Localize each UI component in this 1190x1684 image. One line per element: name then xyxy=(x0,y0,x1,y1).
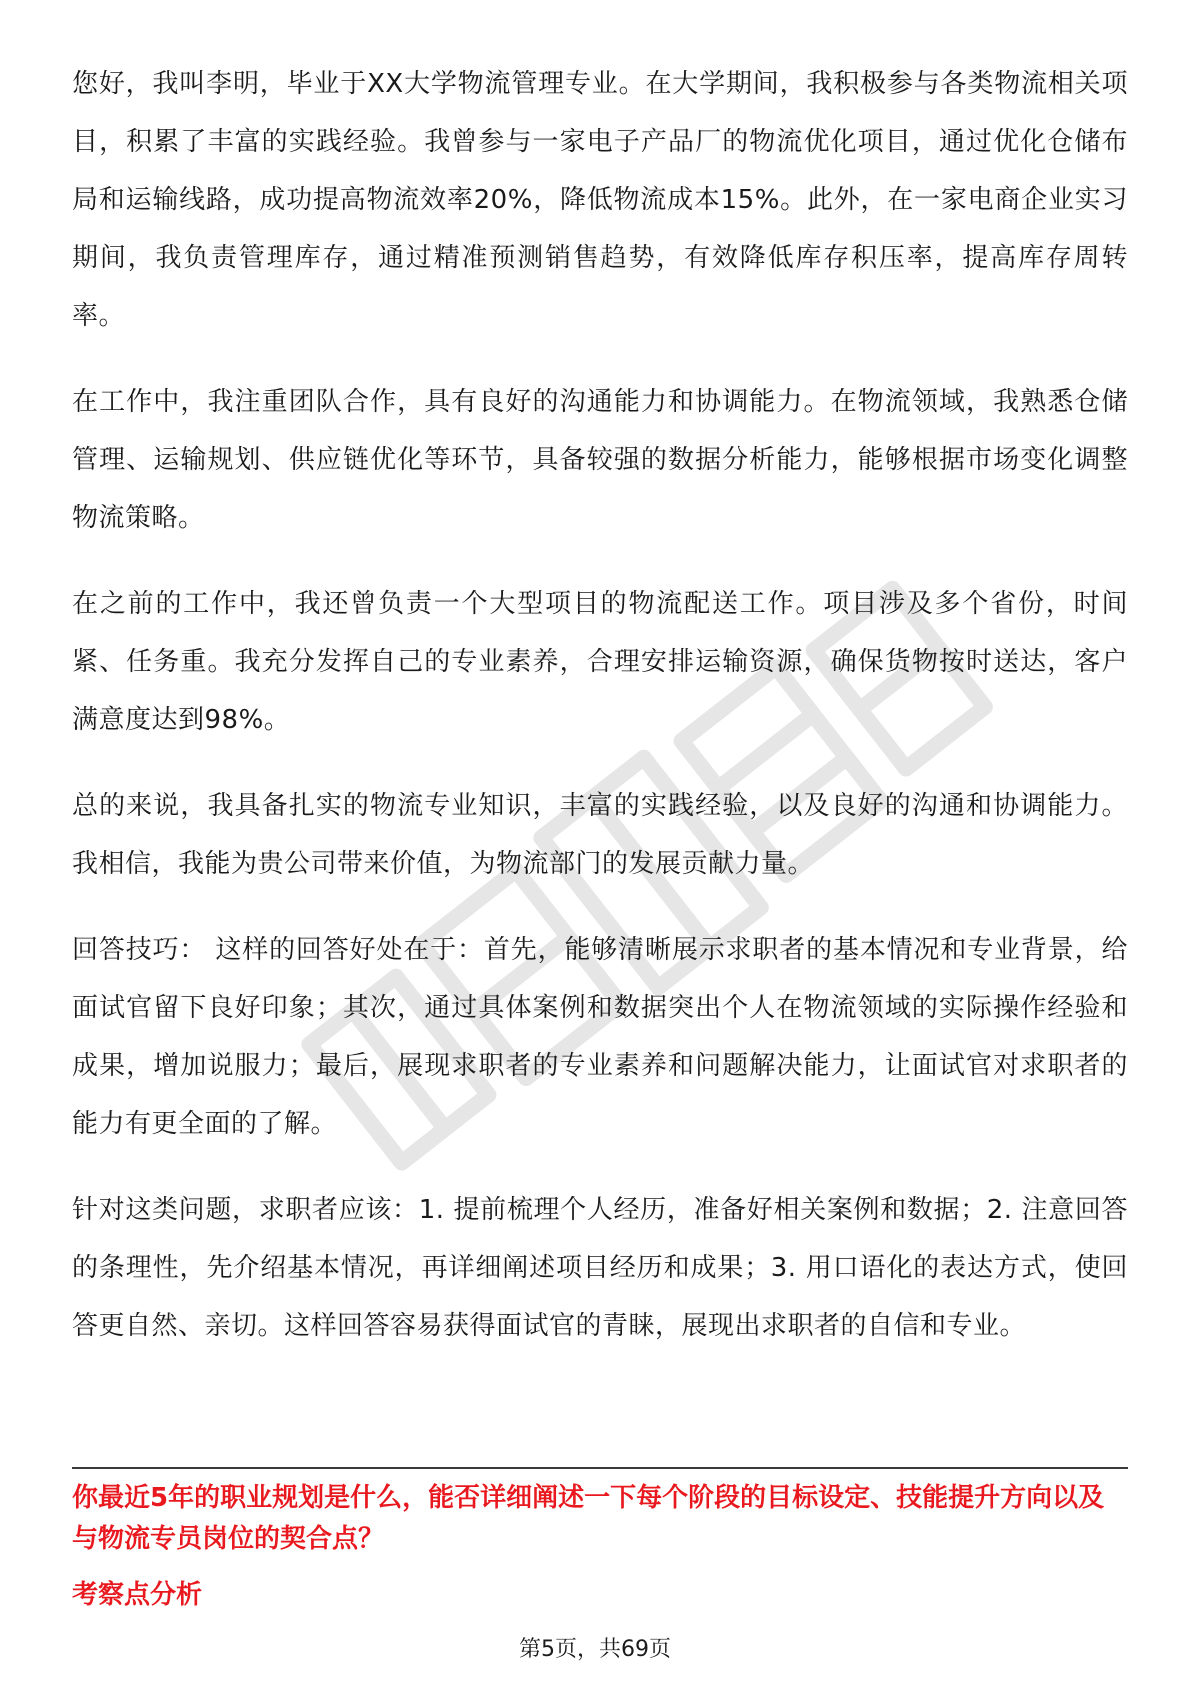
answer-body xyxy=(72,55,1128,1383)
answer-tips-paragraph: 回答技巧： 这样的回答好处在于：首先，能够清晰展示求职者的基本情况和专业背景，给面试官留下良好印象；其次，通过具体案例和数据突出个人在物流领域的实际操作经验和成果，增加说服力；最后，展现求职者的专业素养和问题解决能力，让面试官对求职者的能力有更全面的了解。 xyxy=(72,935,1128,1139)
advice-paragraph: 针对这类问题，求职者应该：1. 提前梳理个人经历，准备好相关案例和数据；2. 注意回答的条理性，先介绍基本情况，再详细阐述项目经历和成果；3. 用口语化的表达方式，使回答更自然、亲切。这样回答容易获得面试官的青睐，展现出求职者的自信和专业。 xyxy=(72,1195,1128,1341)
section-divider xyxy=(72,1467,1128,1469)
answer-paragraph-2: 在工作中，我注重团队合作，具有良好的沟通能力和协调能力。在物流领域，我熟悉仓储管理、运输规划、供应链优化等环节，具备较强的数据分析能力，能够根据市场变化调整物流策略。 xyxy=(72,387,1128,533)
answer-paragraph-1: 您好，我叫李明，毕业于XX大学物流管理专业。在大学期间，我积极参与各类物流相关项目，积累了丰富的实践经验。我曾参与一家电子产品厂的物流优化项目，通过优化仓储布局和运输线路，成功提高物流效率20%，降低物流成本15%。此外，在一家电商企业实习期间，我负责管理库存，通过精准预测销售趋势，有效降低库存积压率，提高库存周转率。 xyxy=(72,69,1128,331)
answer-paragraph-3: 在之前的工作中，我还曾负责一个大型项目的物流配送工作。项目涉及多个省份，时间紧、任务重。我充分发挥自己的专业素养，合理安排运输资源，确保货物按时送达，客户满意度达到98%。 xyxy=(72,589,1128,735)
analysis-heading: 考察点分析 xyxy=(72,1580,203,1610)
interview-question: 你最近5年的职业规划是什么，能否详细阐述一下每个阶段的目标设定、技能提升方向以及与物流专员岗位的契合点？ xyxy=(72,1483,1105,1554)
answer-paragraph-4: 总的来说，我具备扎实的物流专业知识，丰富的实践经验，以及良好的沟通和协调能力。我相信，我能为贵公司带来价值，为物流部门的发展贡献力量。 xyxy=(72,791,1128,879)
page-indicator: 第5页，共69页 xyxy=(519,1637,671,1662)
